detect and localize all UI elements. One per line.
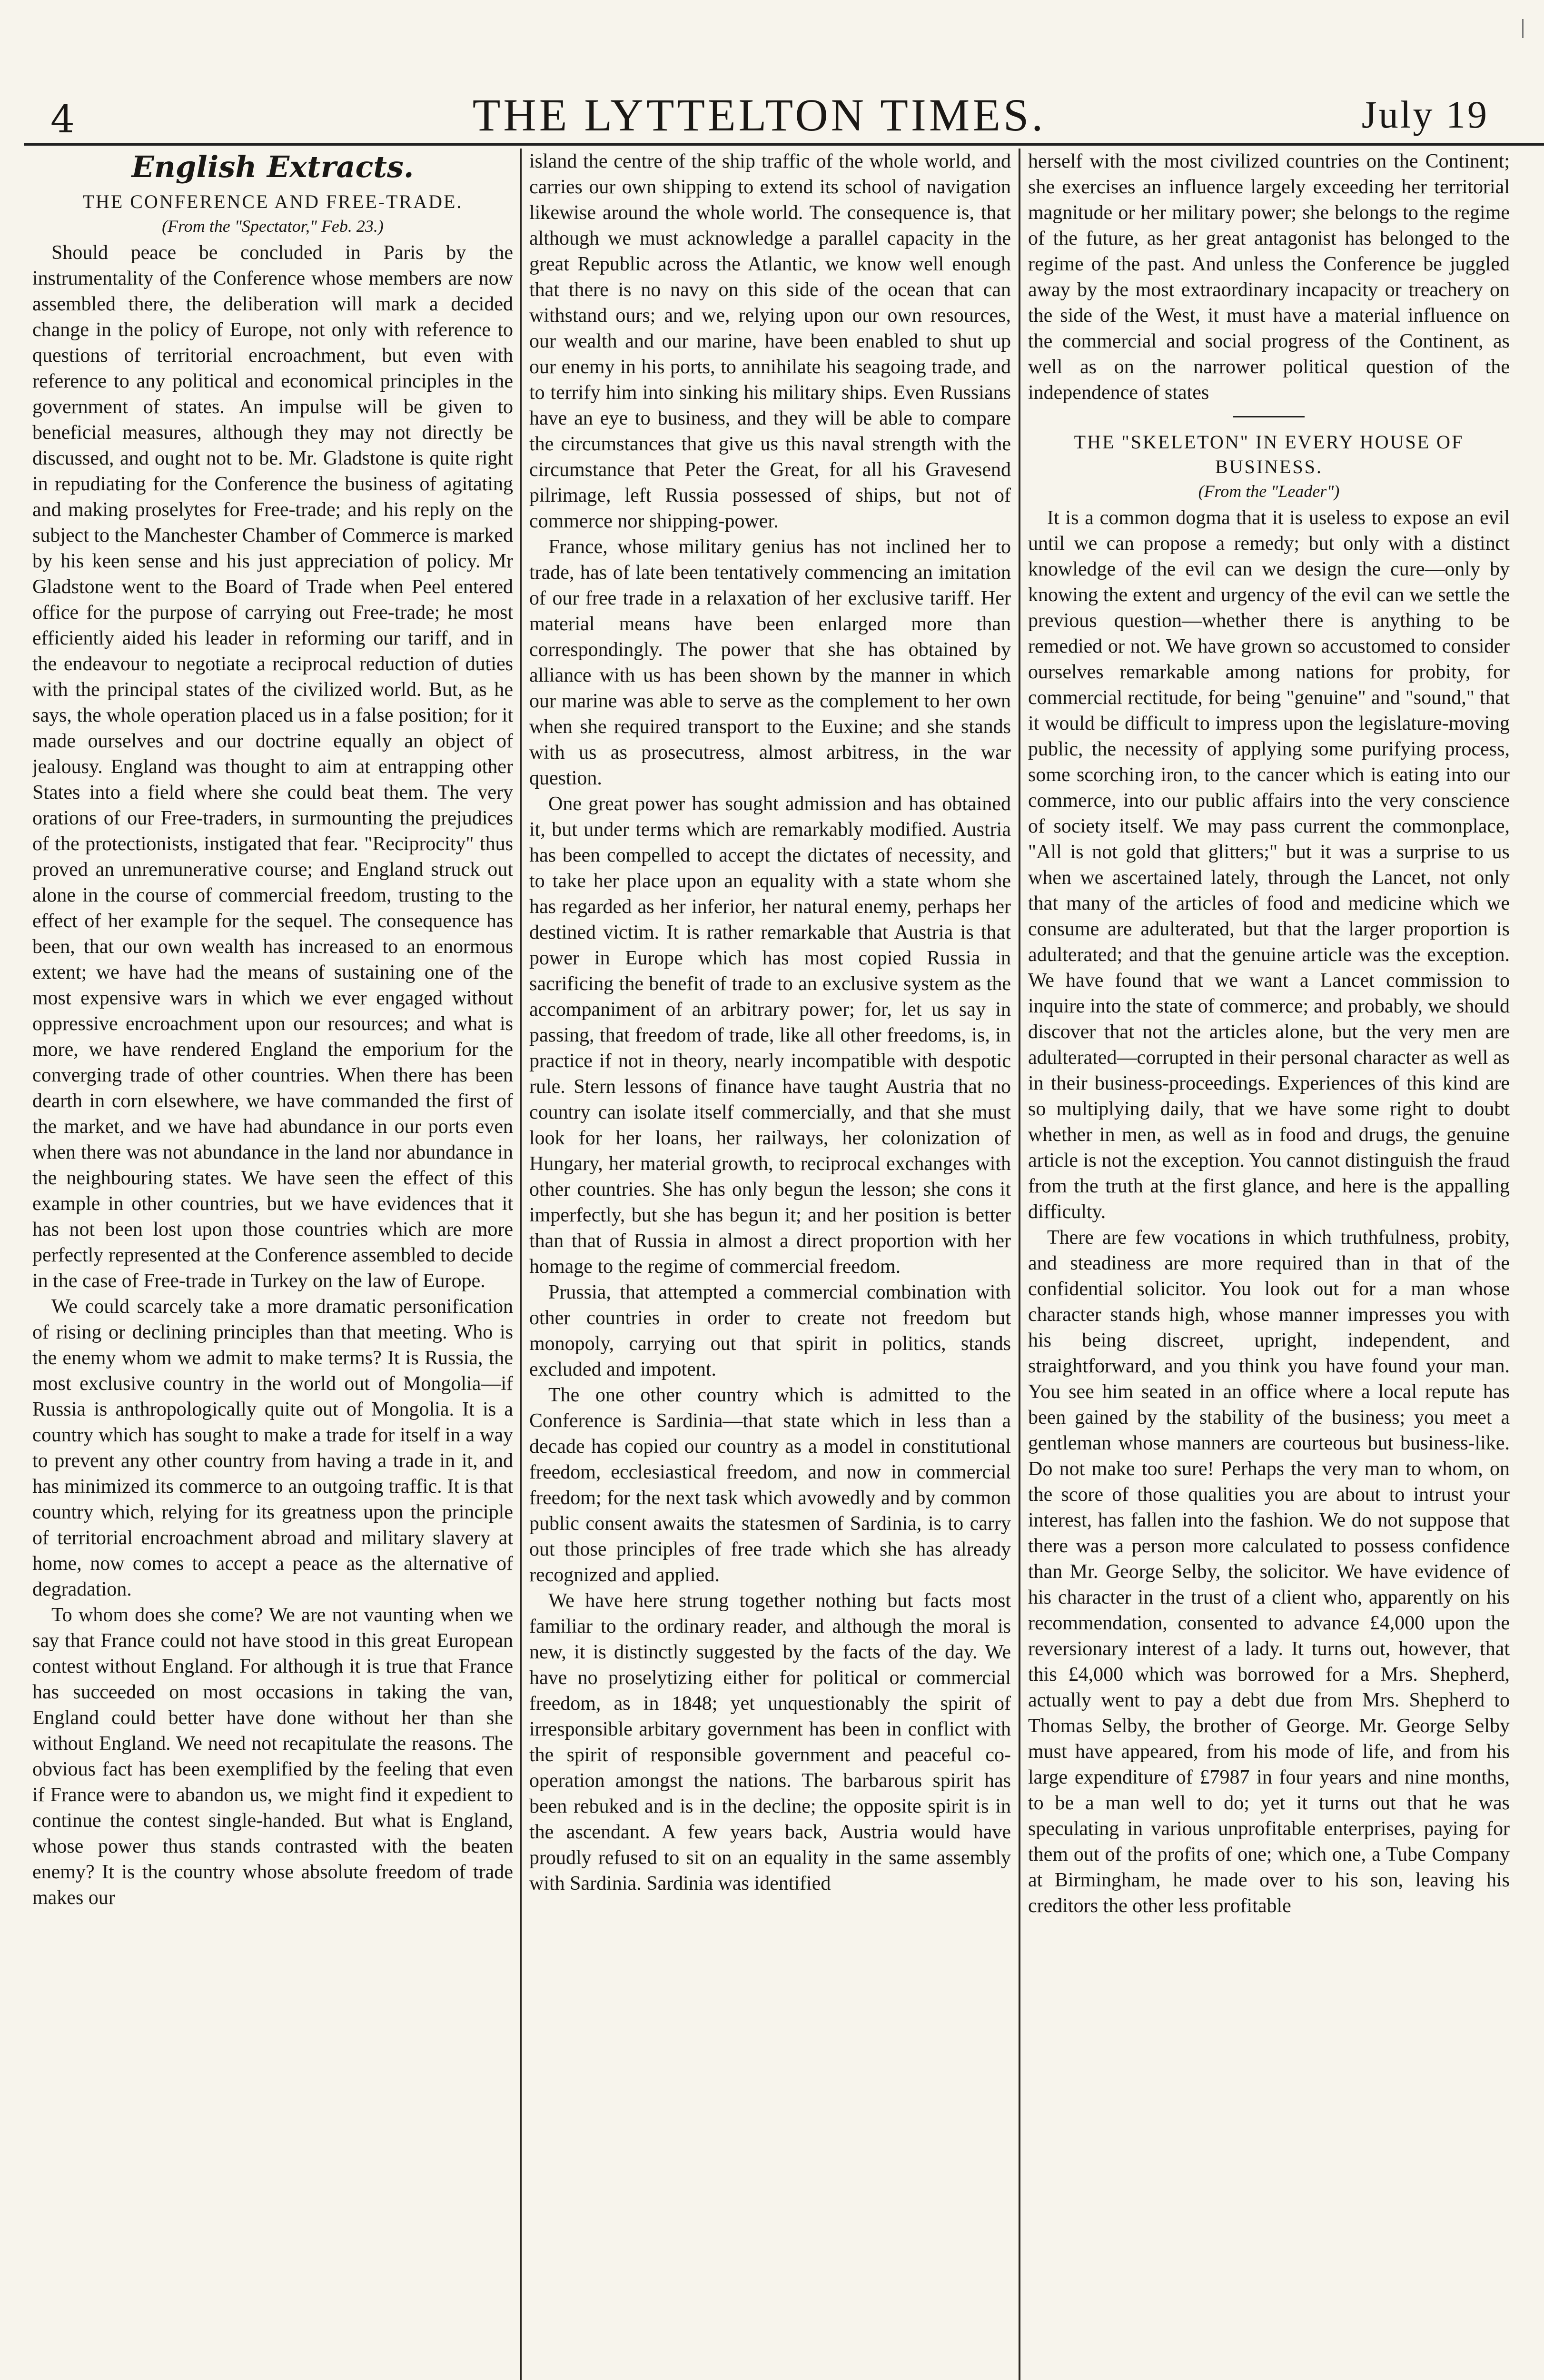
paragraph: island the centre of the ship traffic of the whole world, and carries our own shipping to extend its school of navigation likewise around the whole world. The consequence is, that although we must acknowledge a parallel capacity in the great Republic across the Atlantic, we know well enough that there is no navy on this side of the ocean that can withstand ours; and we, relying upon our own resources, our wealth and our marine, have been enabled to shut up our enemy in his ports, to annihilate his seagoing trade, and to terrify him into sinking his military ships. Even Russians have an eye to business, and they will be able to compare the circumstances that give us this naval strength with the circumstance that Peter the Great, for all his Gravesend pilrimage, left Russia possessed of ships, but not of commerce nor shipping-power. [529,150,1011,532]
paragraph: To whom does she come? We are not vaunting when we say that France could not have stood in this great European contest without England. For although it is true that France has succeeded on most occasions in taking the van, England could better have done without her than she without England. We need not recapitulate the reasons. The obvious fact has been exemplified by the feeling that even if France were to abandon us, we might find it expedient to continue the contest single-handed. But what is England, whose power thus stands contrasted with the beaten enemy? It is the country whose absolute freedom of trade makes our [32,1604,513,1909]
column-1 [32,149,513,2380]
paragraph: It is a common dogma that it is useless to expose an evil until we can propose a remedy; but only with a distinct knowledge of the evil can we design the cure—only by knowing the extent and urgency of the evil can we settle the previous question—whether there is anything to be remedied or not. We have grown so accustomed to consider ourselves remarkable among nations for probity, for commercial rectitude, for being "genuine" and "sound," that it would be difficult to impress upon the legislature-moving public, the necessity of applying some purifying process, some scorching iron, to the cancer which is eating into our commerce, into our public affairs into the very conscience of society itself. We may pass current the commonplace, "All is not gold that glitters;" but it was a surprise to us when we ascertained lately, through the Lancet, not only that many of the articles of food and medicine which we consume are adulterated, but that the larger proportion is adulterated; and that the genuine article was the exception. We have found that we want a Lancet commission to inquire into the state of commerce; and probably, we should discover that not the articles alone, but the very men are adulterated—corrupted in their personal character as well as in their business-proceedings. Experiences of this kind are so multiplying daily, that we have some right to doubt whether in men, as well as in food and drugs, the genuine article is not the exception. You cannot distinguish the fraud from the truth at the first glance, and here is the appalling difficulty. [1028,507,1510,1223]
paragraph: We could scarcely take a more dramatic personification of rising or declining principles than that meeting. Who is the enemy whom we admit to make terms? It is Russia, the most exclusive country in the world out of Mongolia—if Russia is anthropologically quite out of Mongolia. It is a country which has sought to make a trade for itself in a way to prevent any other country from having a trade in it, and has minimized its commerce to an outgoing traffic. It is that country which, relying for its greatness upon the principle of territorial encroachment abroad and military slavery at home, now comes to accept a peace as the alternative of degradation. [32,1296,513,1600]
paragraph: France, whose military genius has not inclined her to trade, has of late been tentatively commencing an imitation of our free trade in a relaxation of her exclusive tariff. Her material means have been enlarged more than correspondingly. The power that she has obtained by alliance with us has been shown by the manner in which our marine was able to serve as the complement to her own when she required transport to the Euxine; and she stands with us as prosecutress, almost arbitress, in the war question. [529,536,1011,789]
margin-mark [1522,19,1524,38]
masthead [24,85,1495,142]
newspaper-title: THE LYTTELTON TIMES. [472,89,1046,140]
column-2 [529,149,1011,2380]
article-source: (From the "Leader") [1198,482,1340,501]
masthead-rule [24,143,1544,146]
section-heading: English Extracts. [131,149,414,184]
paragraph: We have here strung together nothing but facts most familiar to the ordinary reader, and although the moral is new, it is distinctly suggested by the facts of the day. We have no proselytizing either for political or commercial freedom, as in 1848; yet unquestionably the spirit of irresponsible arbitary government has been in conflict with the spirit of responsible government and peaceful co-operation amongst the nations. The barbarous spirit has been rebuked and is in the decline; the opposite spirit is in the ascendant. A few years back, Austria would have proudly refused to sit on an equality in the same assembly with Sardinia. Sardinia was identified [529,1590,1011,1894]
column-3 [1028,149,1510,2380]
page-number: 4 [50,97,75,141]
paragraph: Should peace be concluded in Paris by the instrumentality of the Conference whose members are now assembled there, the deliberation will mark a decided change in the policy of Europe, not only with reference to questions of territorial encroachment, but even with reference to any political and economical principles in the government of states. An impulse will be given to beneficial measures, although they may not directly be discussed, and ought not to be. Mr. Gladstone is quite right in repudiating for the Conference the business of agitating and making proselytes for Free-trade; and his reply on the subject to the Manchester Chamber of Commerce is marked by his keen sense and his just appreciation of policy. Mr Gladstone went to the Board of Trade when Peel entered office for the purpose of carrying out Free-trade; he most efficiently aided his leader in reforming our tariff, and in the endeavour to negotiate a reciprocal reduction of duties with the principal states of the civilized world. But, as he says, the whole operation placed us in a false position; for it made ourselves and our doctrine equally an object of jealousy. England was thought to aim at entrapping other States into a field where she could beat them. The very orations of our Free-traders, in surmounting the prejudices of the protectionists, instigated that fear. "Reciprocity" thus proved an unremunerative course; and England struck out alone in the course of commercial freedom, trusting to the effect of her example for the sequel. The consequence has been, that our own wealth has increased to an enormous extent; we have had the means of sustaining one of the most expensive wars in which we ever engaged without oppressive encroachment upon our resources; and what is more, we have rendered England the emporium for the converging trade of other countries. When there has been dearth in corn elsewhere, we have commanded the first of the market, and we have had abundance in our ports even when there was not abundance in the land nor abundance in the neighbouring states. We have seen the effect of this example in other countries, but we have evidences that it has not been lost upon those countries which are more perfectly represented at the Conference assembled to decide in the case of Free-trade in Turkey on the law of Europe. [32,242,513,1292]
paragraph: There are few vocations in which truthfulness, probity, and steadiness are more required than in that of the confidential solicitor. You look out for a man whose character stands high, whose manner impresses you with his being discreet, upright, independent, and straightforward, and you think you have found your man. You see him seated in an office where a local repute has been gained by the stability of the business; you meet a gentleman whose manners are courteous but business-like. Do not make too sure! Perhaps the very man to whom, on the score of those qualities you are about to intrust your interest, has fallen into the fashion. We do not suppose that there was a person more calculated to possess confidence than Mr. George Selby, the solicitor. We have evidence of his character in the trust of a client who, apparently on his recommendation, consented to advance £4,000 upon the reversionary interest of a lady. It turns out, however, that this £4,000 which was borrowed for a Mrs. Shepherd, actually went to pay a debt due from Mrs. Shepherd to Thomas Selby, the brother of George. Mr. George Selby must have appeared, from his mode of life, and from his large expenditure of £7987 in four years and nine months, to be a man well to do; yet it turns out that he was speculating in various unprofitable enterprises, paying for them out of the profits of one; which one, a Tube Company at Birmingham, he made over to his son, leaving his creditors the other less profitable [1028,1227,1510,1917]
paragraph: Prussia, that attempted a commercial combination with other countries in order to create not freedom but monopoly, carrying out that spirit in politics, stands excluded and impotent. [529,1281,1011,1380]
paragraph: One great power has sought admission and has obtained it, but under terms which are remarkably modified. Austria has been compelled to accept the dictates of necessity, and to take her place upon an equality with a state whom she has regarded as her inferior, her natural enemy, perhaps her destined victim. It is rather remarkable that Austria is that power in Europe which has most copied Russia in sacrificing the benefit of trade to an exclusive system as the accompaniment of an arbitrary power; for, let us say in passing, that freedom of trade, like all other freedoms, is, in practice if not in theory, nearly incompatible with despotic rule. Stern lessons of finance have taught Austria that no country can isolate itself commercially, and that she must look for her loans, her railways, her colonization of Hungary, her material growth, to reciprocal exchanges with other countries. She has only begun the lesson; she cons it imperfectly, but she has begun it; and her position is better than that of Russia in almost a direct proportion with her homage to the regime of commercial freedom. [529,793,1011,1278]
article-source: (From the "Spectator," Feb. 23.) [162,217,384,236]
column-rule [1019,149,1020,2380]
paragraph: The one other country which is admitted to the Conference is Sardinia—that state which in less than a decade has copied our country as a model in constitutional freedom, ecclesiastical freedom, and now in commercial freedom; for the next task which avowedly and by common public consent awaits the statesmen of Sardinia, is to carry out those principles of free trade which she has already recognized and applied. [529,1384,1011,1586]
column-rule [520,149,522,2380]
paragraph: herself with the most civilized countries on the Continent; she exercises an influence largely exceeding her territorial magnitude or her military power; she belongs to the regime of the future, as her great antagonist has belonged to the regime of the past. And unless the Conference be juggled away by the most extraordinary incapacity or treachery on the side of the West, it must have a material influence on the commercial and social progress of the Continent, as well as on the narrower political question of the independence of states [1028,150,1510,404]
article-divider [1233,416,1305,417]
article-headline: THE CONFERENCE AND FREE-TRADE. [82,191,463,212]
issue-date: July 19 [1361,93,1489,136]
article-headline: THE "SKELETON" IN EVERY HOUSE OF BUSINESS. [1074,431,1464,477]
